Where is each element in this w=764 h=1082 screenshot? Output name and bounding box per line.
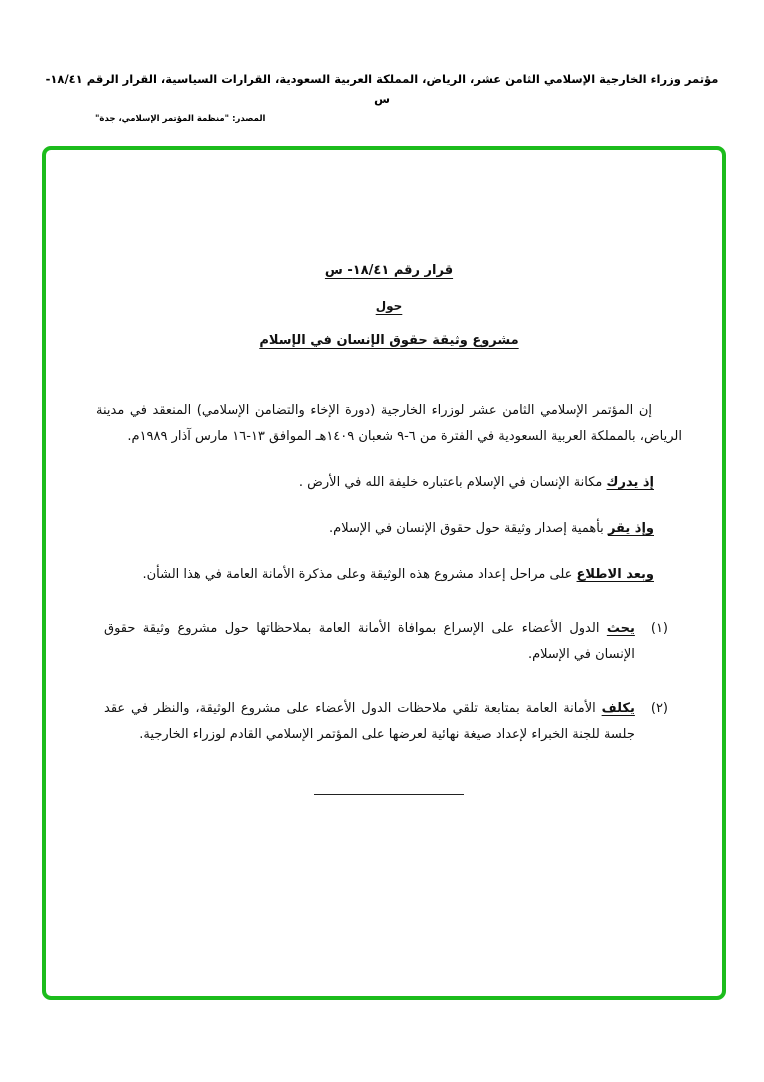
item-1-body: الدول الأعضاء على الإسراع بموافاة الأمانة العامة بملاحظاتها حول مشروع وثيقة حقوق الإنسان في الإسلام. — [104, 621, 635, 663]
item-2-lead: يكلف — [601, 701, 635, 717]
resolution-content — [46, 150, 722, 795]
resolution-number-title: قرار رقم ١٨/٤١- س — [324, 263, 454, 279]
clause-1-text: مكانة الإنسان في الإسلام باعتباره خليفة الله في الأرض . — [298, 475, 607, 491]
preamble-paragraph: إن المؤتمر الإسلامي الثامن عشر لوزراء الخارجية (دورة الإخاء والتضامن الإسلامي) المنعقد في مدينة الرياض، بالمملكة العربية السعودية في الفترة من ٦-٩ شعبان ١٤٠٩هـ الموافق ١٣-١٦ مارس آذار ١٩٨٩م. — [96, 403, 682, 445]
resolution-title-block — [96, 258, 682, 354]
item-1-text — [104, 616, 635, 668]
resolution-frame — [42, 146, 726, 1000]
item-2-text — [104, 696, 635, 748]
document-header — [0, 0, 764, 124]
clause-3-lead: وبعد الاطلاع — [576, 567, 654, 583]
item-1-lead: يحث — [606, 621, 635, 637]
item-2-body: الأمانة العامة بمتابعة تلقي ملاحظات الدول الأعضاء على مشروع الوثيقة، والنظر في عقد جلسة للجنة الخبراء لإعداد صيغة نهائية لعرضها على المؤتمر الإسلامي القادم لوزراء الخارجية. — [104, 701, 635, 743]
header-title: مؤتمر وزراء الخارجية الإسلامي الثامن عشر، الرياض، المملكة العربية السعودية، القرارات السياسية، القرار الرقم ١٨/٤١-س — [45, 72, 719, 106]
clause-2-text: بأهمية إصدار وثيقة حول حقوق الإنسان في الإسلام. — [329, 521, 608, 537]
preamble-clause-2 — [96, 516, 654, 542]
header-source: المصدر: "منظمة المؤتمر الإسلامي، جدة" — [95, 114, 266, 125]
preamble-clause-3 — [96, 562, 654, 588]
clause-1-lead: إذ يدرك — [606, 475, 654, 491]
item-1-number: (١) — [650, 621, 668, 637]
item-2-number: (٢) — [650, 701, 668, 717]
resolution-title-about: حول — [375, 299, 403, 314]
closing-separator-line — [314, 794, 464, 795]
operative-item-1 — [96, 616, 668, 668]
clause-2-lead: وإذ يقر — [607, 521, 654, 537]
clause-3-text: على مراحل إعداد مشروع هذه الوثيقة وعلى مذكرة الأمانة العامة في هذا الشأن. — [142, 567, 577, 583]
resolution-subject-title: مشروع وثيقة حقوق الإنسان في الإسلام — [259, 333, 519, 349]
operative-item-2 — [96, 696, 668, 748]
preamble-clause-1 — [96, 470, 654, 496]
